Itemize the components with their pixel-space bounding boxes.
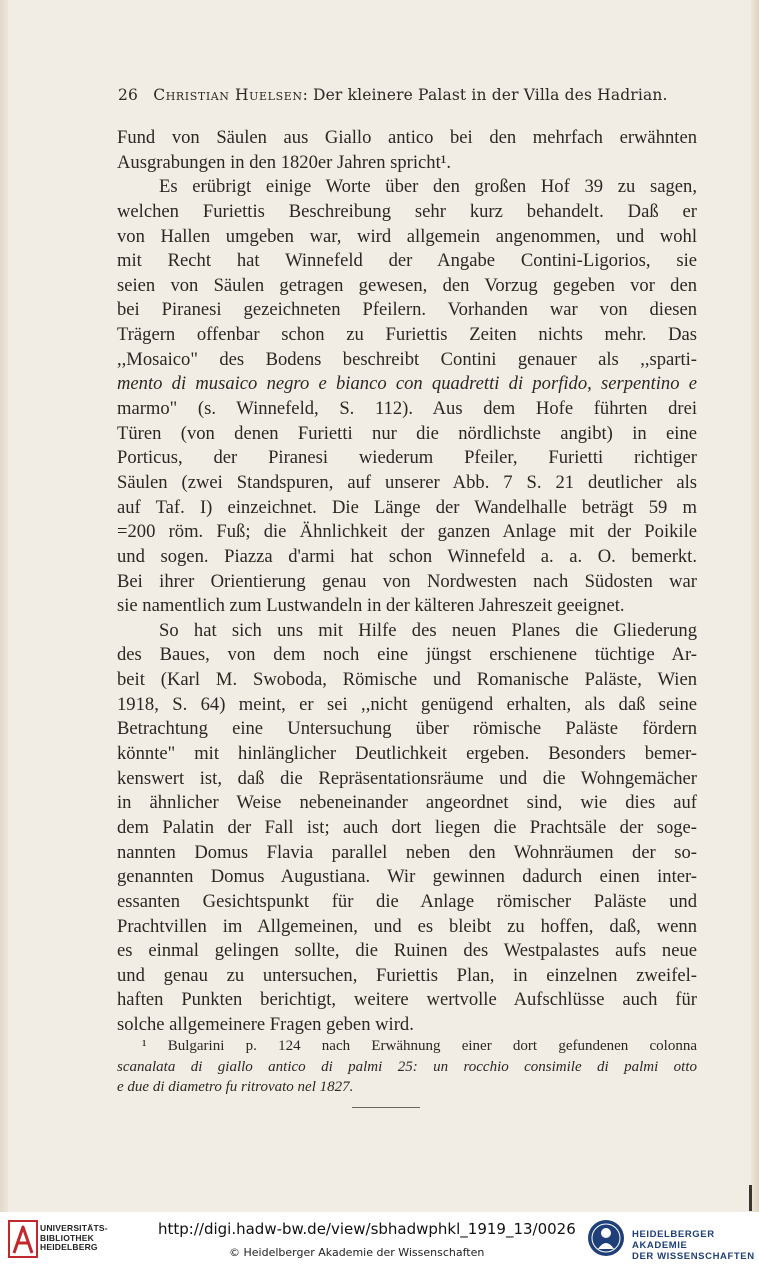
body-line: genannten Domus Augustiana. Wir gewinnen dadurch einen inter- bbox=[117, 866, 697, 888]
body-line: Fund von Säulen aus Giallo antico bei den mehrfach erwähnten bbox=[117, 127, 697, 148]
running-head bbox=[118, 86, 698, 104]
university-library-logo-icon bbox=[8, 1219, 38, 1259]
body-line: Säulen (zwei Standspuren, auf unserer Abb. 7 S. 21 deutlicher als bbox=[117, 471, 697, 493]
body-line: von Hallen umgeben war, wird allgemein angenommen, und wohl bbox=[117, 225, 697, 247]
footnote bbox=[117, 1036, 697, 1098]
body-line: ,,Mosaico" des Bodens beschreibt Contini genauer als ,,sparti- bbox=[117, 348, 697, 370]
body-line: des Baues, von dem noch eine jüngst erschienene tüchtige Ar- bbox=[117, 644, 697, 666]
body-line: marmo" (s. Winnefeld, S. 112). Aus dem Hofe führten drei bbox=[117, 398, 697, 420]
body-line: mit Recht hat Winnefeld der Angabe Contini-Ligorios, sie bbox=[117, 250, 697, 272]
body-line: Ausgrabungen in den 1820er Jahren spricht¹. bbox=[117, 151, 451, 173]
body-line: in ähnlicher Weise nebeneinander angeordnet sind, wie dies auf bbox=[117, 792, 697, 814]
body-line: Betrachtung eine Untersuchung über römische Paläste fördern bbox=[117, 718, 697, 740]
header-author: Christian Huelsen bbox=[153, 86, 303, 104]
body-line: solche allgemeinere Fragen geben wird. bbox=[117, 1014, 414, 1036]
academy-seal-icon bbox=[587, 1218, 625, 1258]
university-library-logo-text: UNIVERSITÄTS- BIBLIOTHEK HEIDELBERG bbox=[40, 1223, 108, 1252]
body-line: könnte" mit hinlänglicher Deutlichkeit ergeben. Besonders bemer- bbox=[117, 743, 697, 765]
body-line: Porticus, der Piranesi wiederum Pfeiler, Furietti richtiger bbox=[117, 447, 697, 469]
academy-logo-text: HEIDELBERGER AKADEMIE DER WISSENSCHAFTEN bbox=[632, 1229, 755, 1262]
body-line: nannten Domus Flavia parallel neben den Wohnräumen der so- bbox=[117, 841, 697, 863]
body-line: welchen Furiettis Beschreibung sehr kurz behandelt. Daß er bbox=[117, 200, 697, 222]
body-line: und sogen. Piazza d'armi hat schon Winnefeld a. a. O. bemerkt. bbox=[117, 545, 697, 567]
body-line: bei Piranesi gezeichneten Pfeilern. Vorhanden war von diesen bbox=[117, 299, 697, 321]
header-title: : Der kleinere Palast in der Villa des Hadrian. bbox=[302, 86, 668, 104]
permalink-url[interactable]: http://digi.hadw-bw.de/view/sbhadwphkl_1919_13/0026 bbox=[158, 1220, 576, 1238]
body-line: 1918, S. 64) meint, er sei ,,nicht genügend erhalten, als daß seine bbox=[117, 693, 697, 715]
body-line: Trägern offenbar schon zu Furiettis Zeiten nichts mehr. Das bbox=[117, 324, 697, 346]
body-line: Es erübrigt einige Worte über den großen Hof 39 zu sagen, bbox=[159, 176, 697, 198]
footnote-line: scanalata di giallo antico di palmi 25: un rocchio consimile di palmi otto bbox=[117, 1058, 697, 1075]
body-line: und genau zu untersuchen, Furiettis Plan, in einzelnen zweifel- bbox=[117, 964, 697, 986]
body-line: So hat sich uns mit Hilfe des neuen Planes die Gliederung bbox=[159, 619, 697, 641]
body-line: dem Palatin der Fall ist; auch dort liegen die Prachtsäle der soge- bbox=[117, 816, 697, 838]
body-line: essanten Gesichtspunkt für die Anlage römischer Paläste und bbox=[117, 890, 697, 912]
body-line: auf Taf. I) einzeichnet. Die Länge der Wandelhalle beträgt 59 m bbox=[117, 496, 697, 518]
body-line: =200 röm. Fuß; die Ähnlichkeit der ganzen Anlage mit der Poikile bbox=[117, 521, 697, 543]
page-number: 26 bbox=[118, 86, 139, 104]
body-line: beit (Karl M. Swoboda, Römische und Romanische Paläste, Wien bbox=[117, 669, 697, 691]
body-line: haften Punkten berichtigt, weitere wertvolle Aufschlüsse auch für bbox=[117, 989, 697, 1011]
body-line: kenswert ist, daß die Repräsentationsräume und die Wohngemächer bbox=[117, 767, 697, 789]
body-line: sie namentlich zum Lustwandeln in der kälteren Jahreszeit geeignet. bbox=[117, 595, 625, 617]
page-edge-mark bbox=[749, 1185, 752, 1211]
body-text bbox=[117, 126, 697, 1038]
body-line: seien von Säulen getragen gewesen, den Vorzug gegeben vor den bbox=[117, 274, 697, 296]
footnote-line: ¹ Bulgarini p. 124 nach Erwähnung einer dort gefundenen colonna bbox=[142, 1038, 697, 1054]
body-line: mento di musaico negro e bianco con quadretti di porfido, serpentino e bbox=[117, 373, 697, 395]
copyright-notice: © Heidelberger Akademie der Wissenschaften bbox=[229, 1246, 485, 1259]
body-line: Türen (von denen Furietti nur die nördlichste angibt) in eine bbox=[117, 422, 697, 444]
body-line: Bei ihrer Orientierung genau von Nordwesten nach Südosten war bbox=[117, 570, 697, 592]
page-edge-right bbox=[751, 0, 759, 1212]
body-line: Prachtvillen im Allgemeinen, und es bleibt zu hoffen, daß, wenn bbox=[117, 915, 697, 937]
body-line: es einmal gelingen sollte, die Ruinen des Westpalastes aufs neue bbox=[117, 940, 697, 962]
page-edge-left bbox=[0, 0, 8, 1212]
footnote-line: e due di diametro fu ritrovato nel 1827. bbox=[117, 1079, 354, 1095]
footnote-divider bbox=[352, 1107, 420, 1108]
